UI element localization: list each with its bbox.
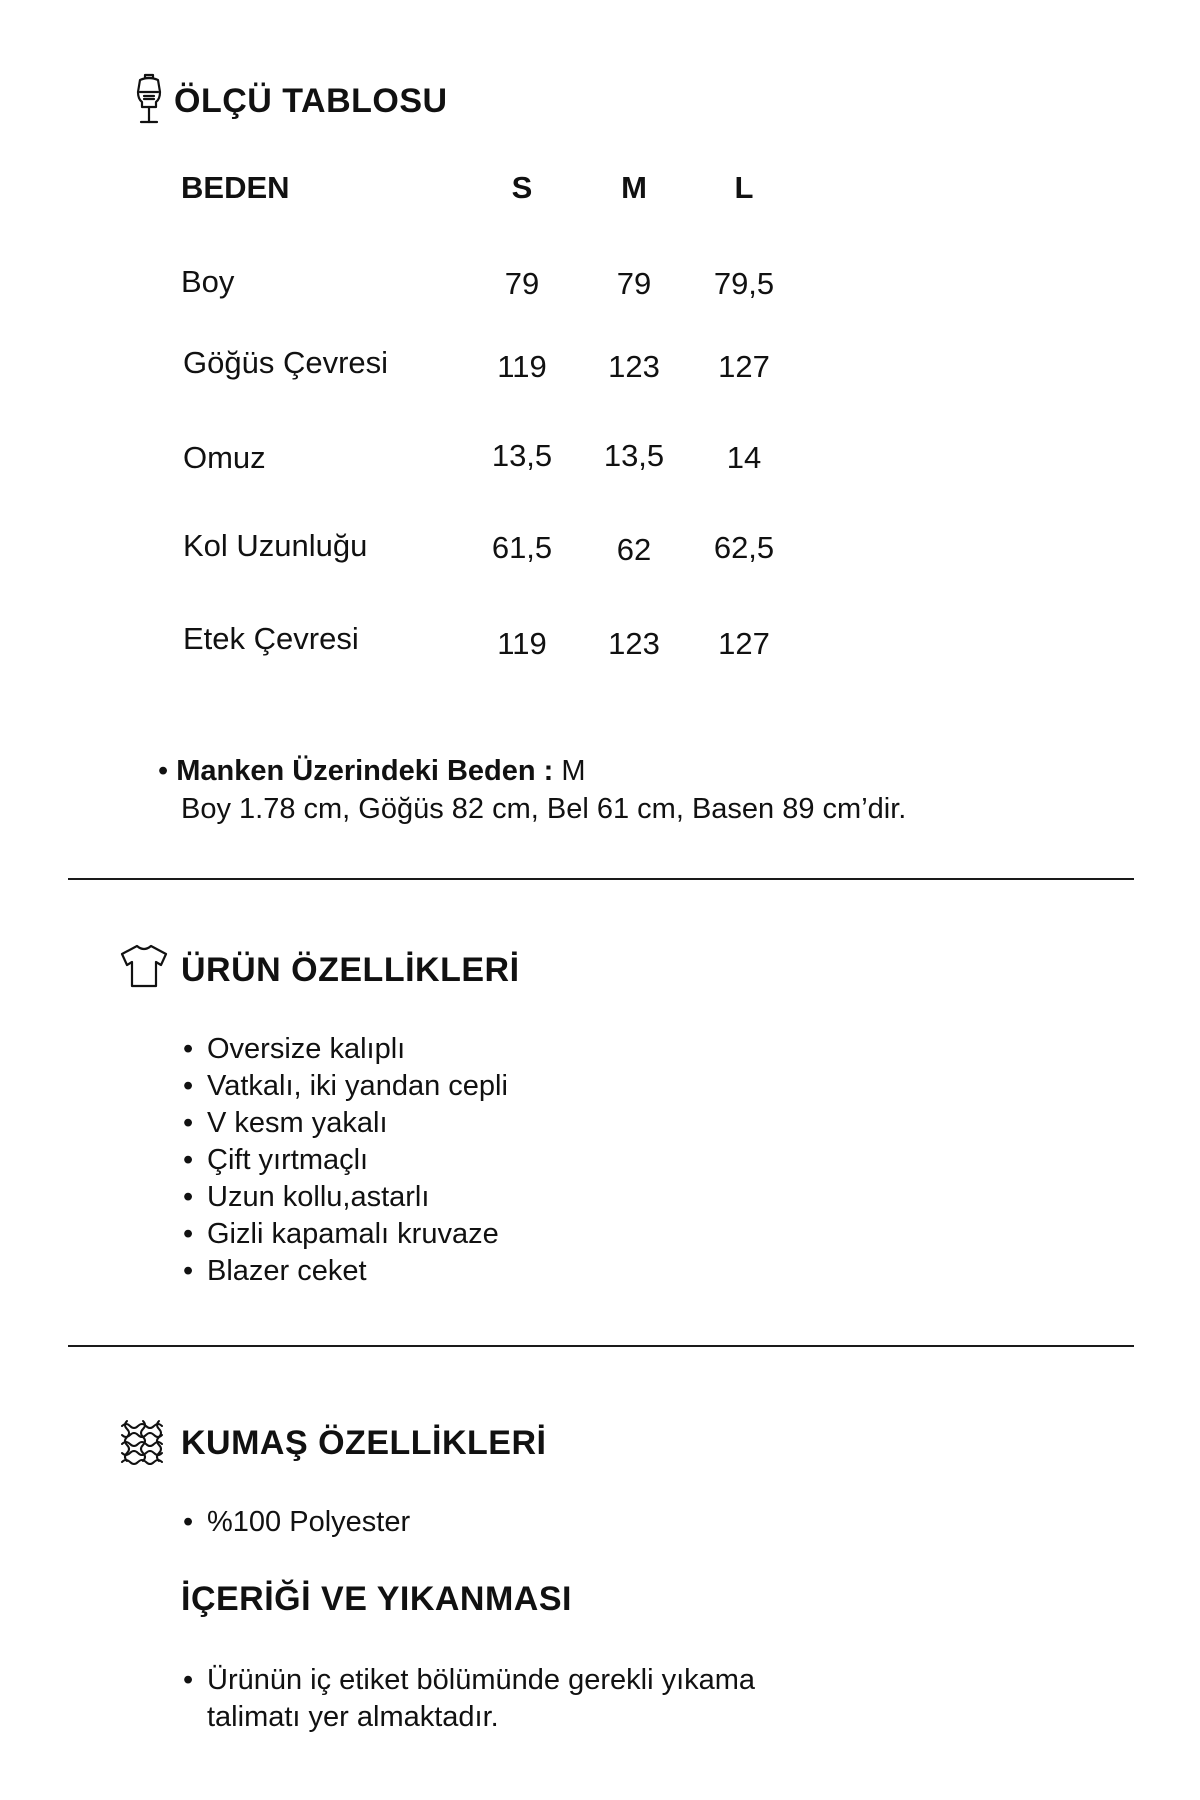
- list-item: • Çift yırtmaçlı: [183, 1142, 508, 1179]
- table-cell: 79: [504, 266, 540, 301]
- row-label: Etek Çevresi: [183, 621, 359, 656]
- size-header-m: M: [621, 170, 647, 205]
- model-info: [158, 752, 586, 790]
- table-cell: 123: [608, 349, 660, 384]
- row-label: Boy: [181, 264, 235, 299]
- table-cell: 127: [718, 626, 770, 661]
- table-cell: 79: [616, 266, 652, 301]
- table-cell: 127: [718, 349, 770, 384]
- list-item: • Oversize kalıplı: [183, 1031, 508, 1068]
- size-column-header: BEDEN: [181, 170, 290, 205]
- tshirt-icon: [120, 943, 168, 989]
- table-cell: 61,5: [491, 530, 553, 565]
- list-item: • V kesm yakalı: [183, 1105, 508, 1142]
- list-item: • %100 Polyester: [183, 1504, 410, 1541]
- row-label: Kol Uzunluğu: [183, 528, 368, 563]
- table-cell: 13,5: [491, 438, 553, 473]
- list-item: • Uzun kollu,astarlı: [183, 1179, 508, 1216]
- care-text-line2: talimatı yer almaktadır.: [207, 1701, 499, 1733]
- section-divider: [68, 878, 1134, 880]
- product-features-list: [183, 1031, 508, 1290]
- list-item: • Vatkalı, iki yandan cepli: [183, 1068, 508, 1105]
- size-header-l: L: [734, 170, 754, 205]
- care-list: [183, 1662, 755, 1736]
- section-divider: [68, 1345, 1134, 1347]
- care-text-line1: Ürünün iç etiket bölümünde gerekli yıkama: [207, 1664, 756, 1696]
- model-size-value: M: [561, 755, 586, 787]
- list-item: • Blazer ceket: [183, 1253, 508, 1290]
- table-cell: 62,5: [713, 530, 775, 565]
- fabric-features-list: [183, 1504, 410, 1541]
- table-cell: 13,5: [603, 438, 665, 473]
- size-header-s: S: [511, 170, 533, 205]
- table-cell: 123: [608, 626, 660, 661]
- row-label: Göğüs Çevresi: [183, 345, 389, 380]
- table-cell: 79,5: [713, 266, 775, 301]
- mannequin-icon: [132, 72, 166, 126]
- table-cell: 119: [497, 349, 547, 384]
- bullet: •: [158, 755, 169, 787]
- care-title: İÇERİĞİ VE YIKANMASI: [181, 1580, 572, 1618]
- list-item: [183, 1662, 755, 1736]
- fabric-features-title: KUMAŞ ÖZELLİKLERİ: [181, 1424, 547, 1462]
- product-features-title: ÜRÜN ÖZELLİKLERİ: [181, 951, 520, 989]
- size-chart-title: ÖLÇÜ TABLOSU: [174, 82, 448, 120]
- list-item: • Gizli kapamalı kruvaze: [183, 1216, 508, 1253]
- row-label: Omuz: [183, 440, 266, 475]
- table-cell: 14: [726, 440, 762, 475]
- model-size-label: Manken Üzerindeki Beden :: [176, 755, 554, 787]
- table-cell: 119: [497, 626, 547, 661]
- table-cell: 62: [616, 532, 652, 567]
- fabric-weave-icon: [119, 1418, 167, 1466]
- model-measurements: Boy 1.78 cm, Göğüs 82 cm, Bel 61 cm, Basen 89 cm’dir.: [181, 793, 907, 825]
